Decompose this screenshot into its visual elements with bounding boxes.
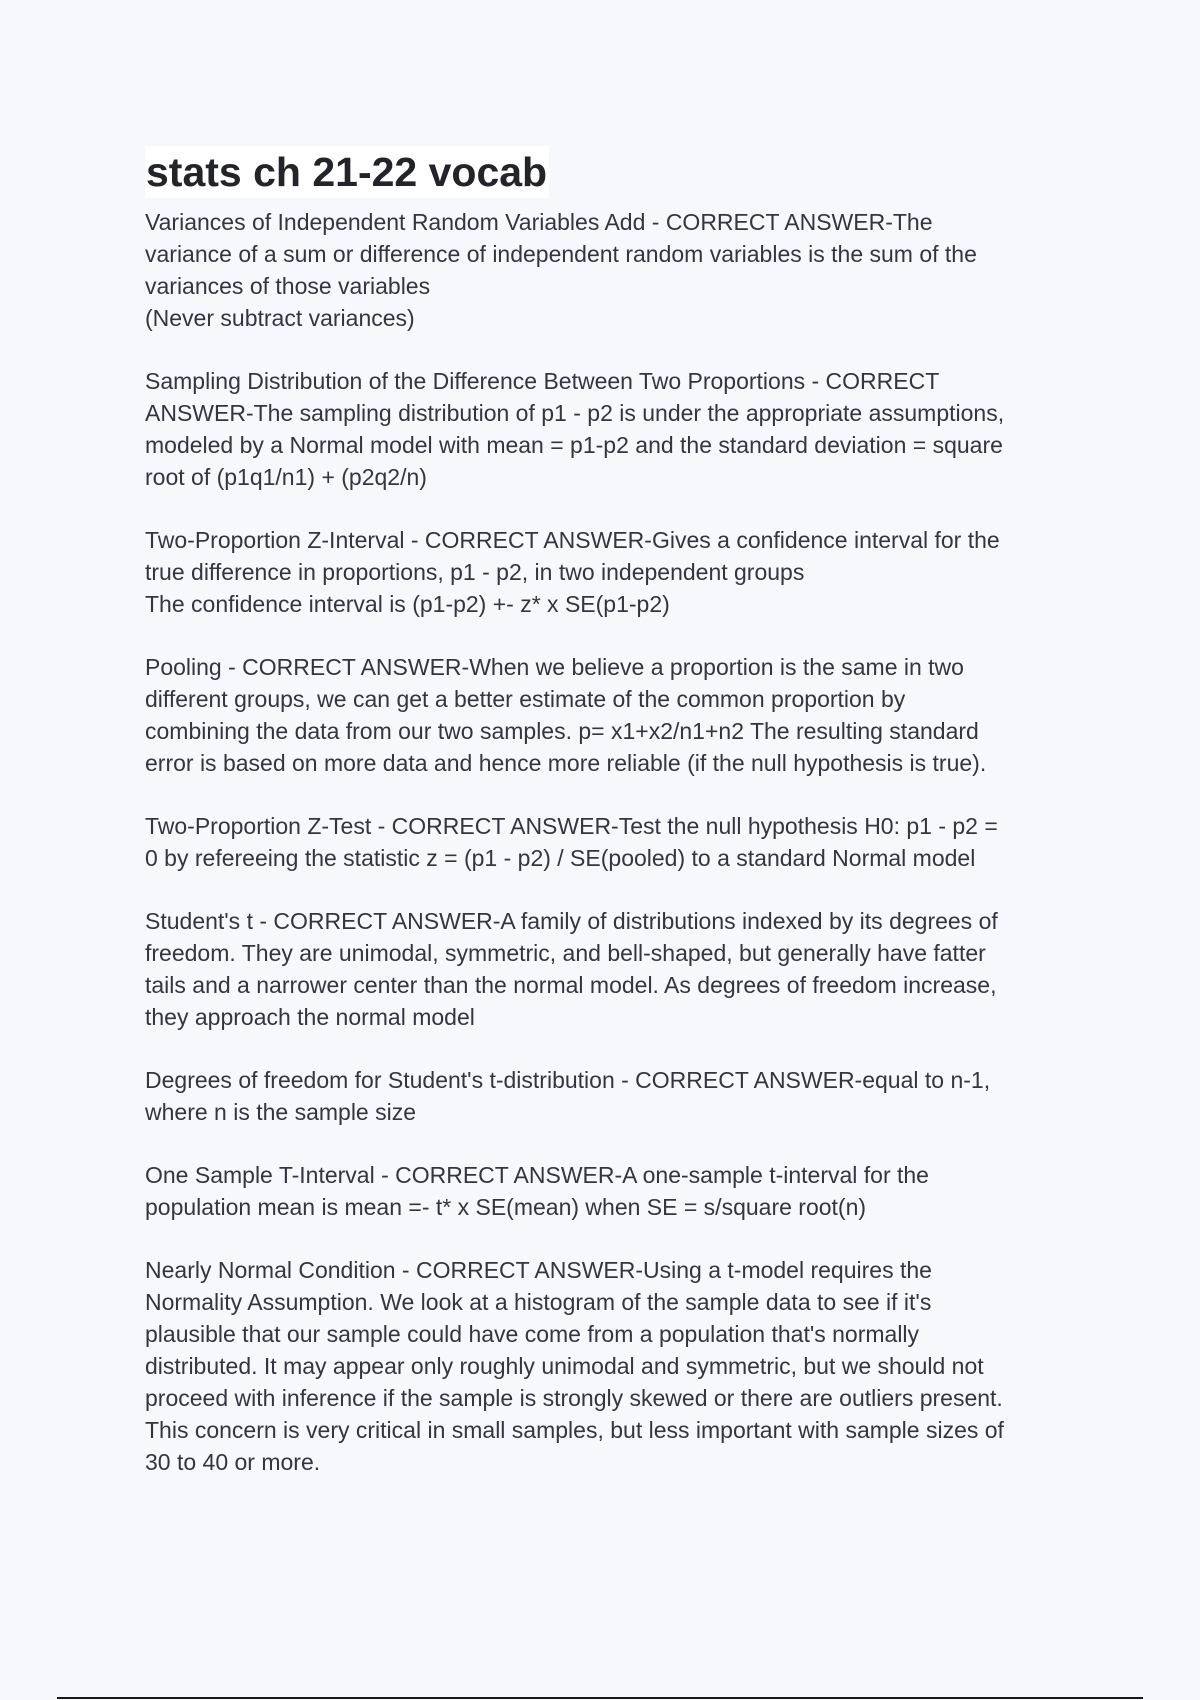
entry-line: proceed with inference if the sample is strongly skewed or there are outliers present.: [145, 1385, 1003, 1411]
document-content: [145, 146, 1050, 1509]
vocab-entry: [145, 810, 1050, 874]
entry-line: plausible that our sample could have come from a population that's normally: [145, 1321, 920, 1347]
vocab-entry: [145, 905, 1050, 1033]
entry-line: Sampling Distribution of the Difference Between Two Proportions - CORRECT: [145, 368, 940, 394]
entry-line: error is based on more data and hence more reliable (if the null hypothesis is true).: [145, 750, 987, 776]
entry-line: true difference in proportions, p1 - p2, in two independent groups: [145, 559, 805, 585]
entry-line: modeled by a Normal model with mean = p1-p2 and the standard deviation = square: [145, 432, 1003, 458]
entry-line: This concern is very critical in small samples, but less important with sample sizes of: [145, 1417, 1004, 1443]
entry-line: Student's t - CORRECT ANSWER-A family of distributions indexed by its degrees of: [145, 908, 998, 934]
entry-line: root of (p1q1/n1) + (p2q2/n): [145, 464, 427, 490]
entry-line: variances of those variables: [145, 273, 431, 299]
entry-line: tails and a narrower center than the normal model. As degrees of freedom increase,: [145, 972, 997, 998]
vocab-entry: [145, 524, 1050, 620]
vocab-entry: [145, 1159, 1050, 1223]
entry-line: 30 to 40 or more.: [145, 1449, 321, 1475]
entry-line: One Sample T-Interval - CORRECT ANSWER-A one-sample t-interval for the: [145, 1162, 929, 1188]
entry-line: The confidence interval is (p1-p2) +- z* x SE(p1-p2): [145, 591, 670, 617]
entry-line: Normality Assumption. We look at a histogram of the sample data to see if it's: [145, 1289, 932, 1315]
entry-line: freedom. They are unimodal, symmetric, and bell-shaped, but generally have fatter: [145, 940, 986, 966]
entry-line: they approach the normal model: [145, 1004, 475, 1030]
page-bottom-divider: [57, 1697, 1143, 1699]
vocab-entry: [145, 365, 1050, 493]
vocab-entry: [145, 651, 1050, 779]
entry-line: Nearly Normal Condition - CORRECT ANSWER-Using a t-model requires the: [145, 1257, 932, 1283]
entry-line: population mean is mean =- t* x SE(mean) when SE = s/square root(n): [145, 1194, 867, 1220]
vocab-entry: [145, 206, 1050, 334]
document-title: stats ch 21-22 vocab: [145, 146, 549, 198]
entry-line: variance of a sum or difference of independent random variables is the sum of the: [145, 241, 977, 267]
entry-line: distributed. It may appear only roughly unimodal and symmetric, but we should not: [145, 1353, 984, 1379]
entry-line: Degrees of freedom for Student's t-distribution - CORRECT ANSWER-equal to n-1,: [145, 1067, 991, 1093]
entry-line: combining the data from our two samples. p= x1+x2/n1+n2 The resulting standard: [145, 718, 979, 744]
entry-line: (Never subtract variances): [145, 305, 415, 331]
entry-line: Variances of Independent Random Variables Add - CORRECT ANSWER-The: [145, 209, 933, 235]
entry-line: Two-Proportion Z-Interval - CORRECT ANSWER-Gives a confidence interval for the: [145, 527, 1000, 553]
entry-line: 0 by refereeing the statistic z = (p1 - p2) / SE(pooled) to a standard Normal model: [145, 845, 976, 871]
vocab-entry: [145, 1064, 1050, 1128]
entry-line: ANSWER-The sampling distribution of p1 - p2 is under the appropriate assumptions,: [145, 400, 1005, 426]
entry-line: different groups, we can get a better estimate of the common proportion by: [145, 686, 906, 712]
entry-line: where n is the sample size: [145, 1099, 417, 1125]
vocab-entry: [145, 1254, 1050, 1478]
entry-line: Pooling - CORRECT ANSWER-When we believe a proportion is the same in two: [145, 654, 964, 680]
entry-line: Two-Proportion Z-Test - CORRECT ANSWER-Test the null hypothesis H0: p1 - p2 =: [145, 813, 998, 839]
